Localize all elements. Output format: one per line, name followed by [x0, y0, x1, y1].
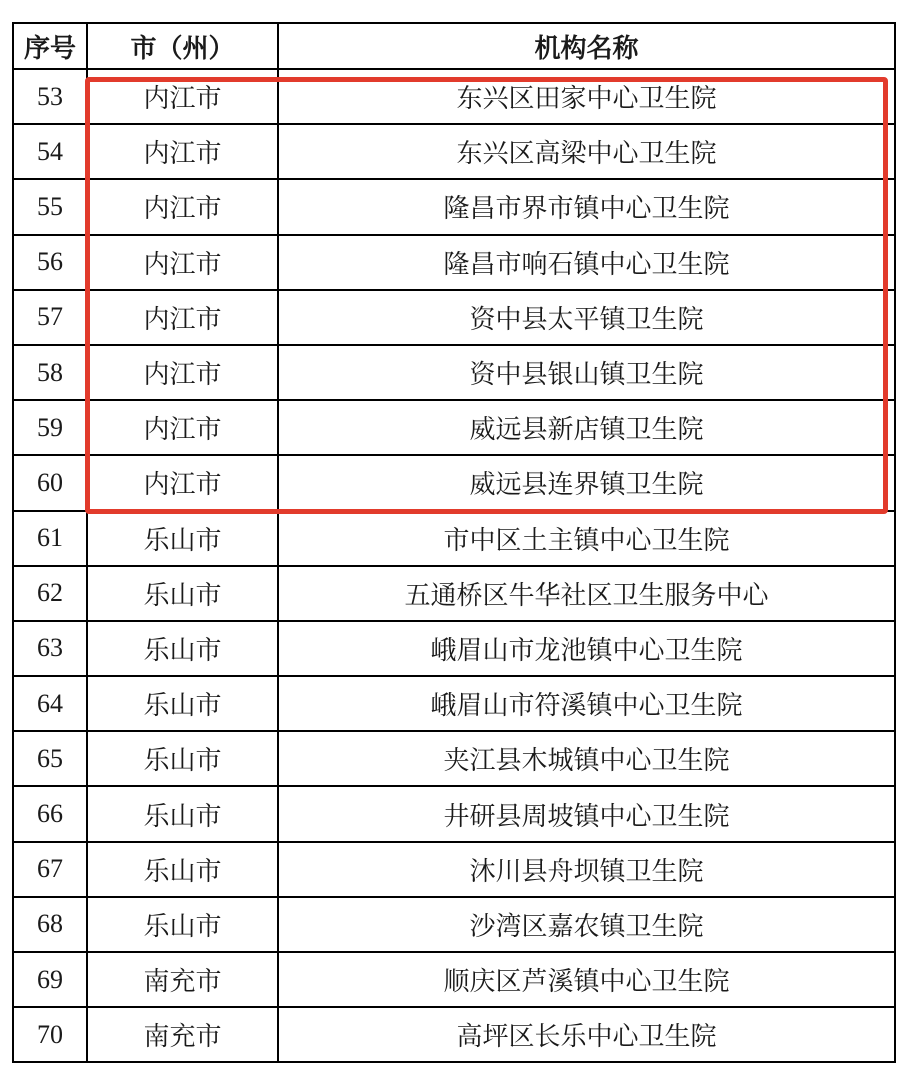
- row-city-cell: 乐山市: [87, 731, 278, 786]
- row-org-cell: 东兴区田家中心卫生院: [278, 69, 895, 124]
- table-row: [13, 511, 895, 566]
- row-city-cell: 内江市: [87, 345, 278, 400]
- table-row: [13, 400, 895, 455]
- row-org-cell: 峨眉山市龙池镇中心卫生院: [278, 621, 895, 676]
- row-org-cell: 市中区土主镇中心卫生院: [278, 511, 895, 566]
- column-header-city: 市（州）: [87, 23, 278, 69]
- table-row: [13, 345, 895, 400]
- row-city-cell: 南充市: [87, 1007, 278, 1062]
- table-row: [13, 842, 895, 897]
- row-org-cell: 隆昌市界市镇中心卫生院: [278, 179, 895, 234]
- row-city-cell: 乐山市: [87, 676, 278, 731]
- row-no-cell: 69: [13, 952, 87, 1007]
- row-org-cell: 峨眉山市符溪镇中心卫生院: [278, 676, 895, 731]
- row-no-cell: 61: [13, 511, 87, 566]
- row-no-cell: 63: [13, 621, 87, 676]
- row-city-cell: 乐山市: [87, 621, 278, 676]
- table-row: [13, 235, 895, 290]
- row-city-cell: 乐山市: [87, 897, 278, 952]
- table-row: [13, 676, 895, 731]
- table-row: [13, 455, 895, 510]
- row-no-cell: 58: [13, 345, 87, 400]
- header-row: [13, 23, 895, 69]
- row-no-cell: 70: [13, 1007, 87, 1062]
- row-city-cell: 内江市: [87, 400, 278, 455]
- row-city-cell: 内江市: [87, 235, 278, 290]
- row-org-cell: 井研县周坡镇中心卫生院: [278, 786, 895, 841]
- institutions-table: [12, 22, 896, 1063]
- row-org-cell: 夹江县木城镇中心卫生院: [278, 731, 895, 786]
- row-org-cell: 资中县太平镇卫生院: [278, 290, 895, 345]
- row-org-cell: 隆昌市响石镇中心卫生院: [278, 235, 895, 290]
- row-no-cell: 53: [13, 69, 87, 124]
- table-row: [13, 952, 895, 1007]
- row-city-cell: 内江市: [87, 455, 278, 510]
- table-body: [13, 69, 895, 1062]
- table-header: [13, 23, 895, 69]
- row-org-cell: 沐川县舟坝镇卫生院: [278, 842, 895, 897]
- column-header-org: 机构名称: [278, 23, 895, 69]
- row-city-cell: 乐山市: [87, 566, 278, 621]
- table-row: [13, 621, 895, 676]
- row-no-cell: 64: [13, 676, 87, 731]
- row-no-cell: 56: [13, 235, 87, 290]
- table-row: [13, 566, 895, 621]
- row-city-cell: 内江市: [87, 179, 278, 234]
- row-no-cell: 55: [13, 179, 87, 234]
- row-no-cell: 66: [13, 786, 87, 841]
- row-city-cell: 内江市: [87, 124, 278, 179]
- row-no-cell: 59: [13, 400, 87, 455]
- row-org-cell: 高坪区长乐中心卫生院: [278, 1007, 895, 1062]
- row-org-cell: 威远县新店镇卫生院: [278, 400, 895, 455]
- row-org-cell: 威远县连界镇卫生院: [278, 455, 895, 510]
- row-city-cell: 乐山市: [87, 786, 278, 841]
- row-org-cell: 东兴区高梁中心卫生院: [278, 124, 895, 179]
- row-no-cell: 68: [13, 897, 87, 952]
- table-row: [13, 290, 895, 345]
- column-header-no: 序号: [13, 23, 87, 69]
- table-row: [13, 179, 895, 234]
- row-org-cell: 五通桥区牛华社区卫生服务中心: [278, 566, 895, 621]
- row-no-cell: 54: [13, 124, 87, 179]
- table-row: [13, 897, 895, 952]
- row-org-cell: 沙湾区嘉农镇卫生院: [278, 897, 895, 952]
- table-row: [13, 1007, 895, 1062]
- table-row: [13, 69, 895, 124]
- row-city-cell: 乐山市: [87, 511, 278, 566]
- row-city-cell: 南充市: [87, 952, 278, 1007]
- row-city-cell: 内江市: [87, 69, 278, 124]
- row-org-cell: 顺庆区芦溪镇中心卫生院: [278, 952, 895, 1007]
- row-no-cell: 57: [13, 290, 87, 345]
- row-city-cell: 内江市: [87, 290, 278, 345]
- row-no-cell: 65: [13, 731, 87, 786]
- table-row: [13, 731, 895, 786]
- row-no-cell: 67: [13, 842, 87, 897]
- row-no-cell: 62: [13, 566, 87, 621]
- table-row: [13, 786, 895, 841]
- row-org-cell: 资中县银山镇卫生院: [278, 345, 895, 400]
- row-no-cell: 60: [13, 455, 87, 510]
- table-row: [13, 124, 895, 179]
- row-city-cell: 乐山市: [87, 842, 278, 897]
